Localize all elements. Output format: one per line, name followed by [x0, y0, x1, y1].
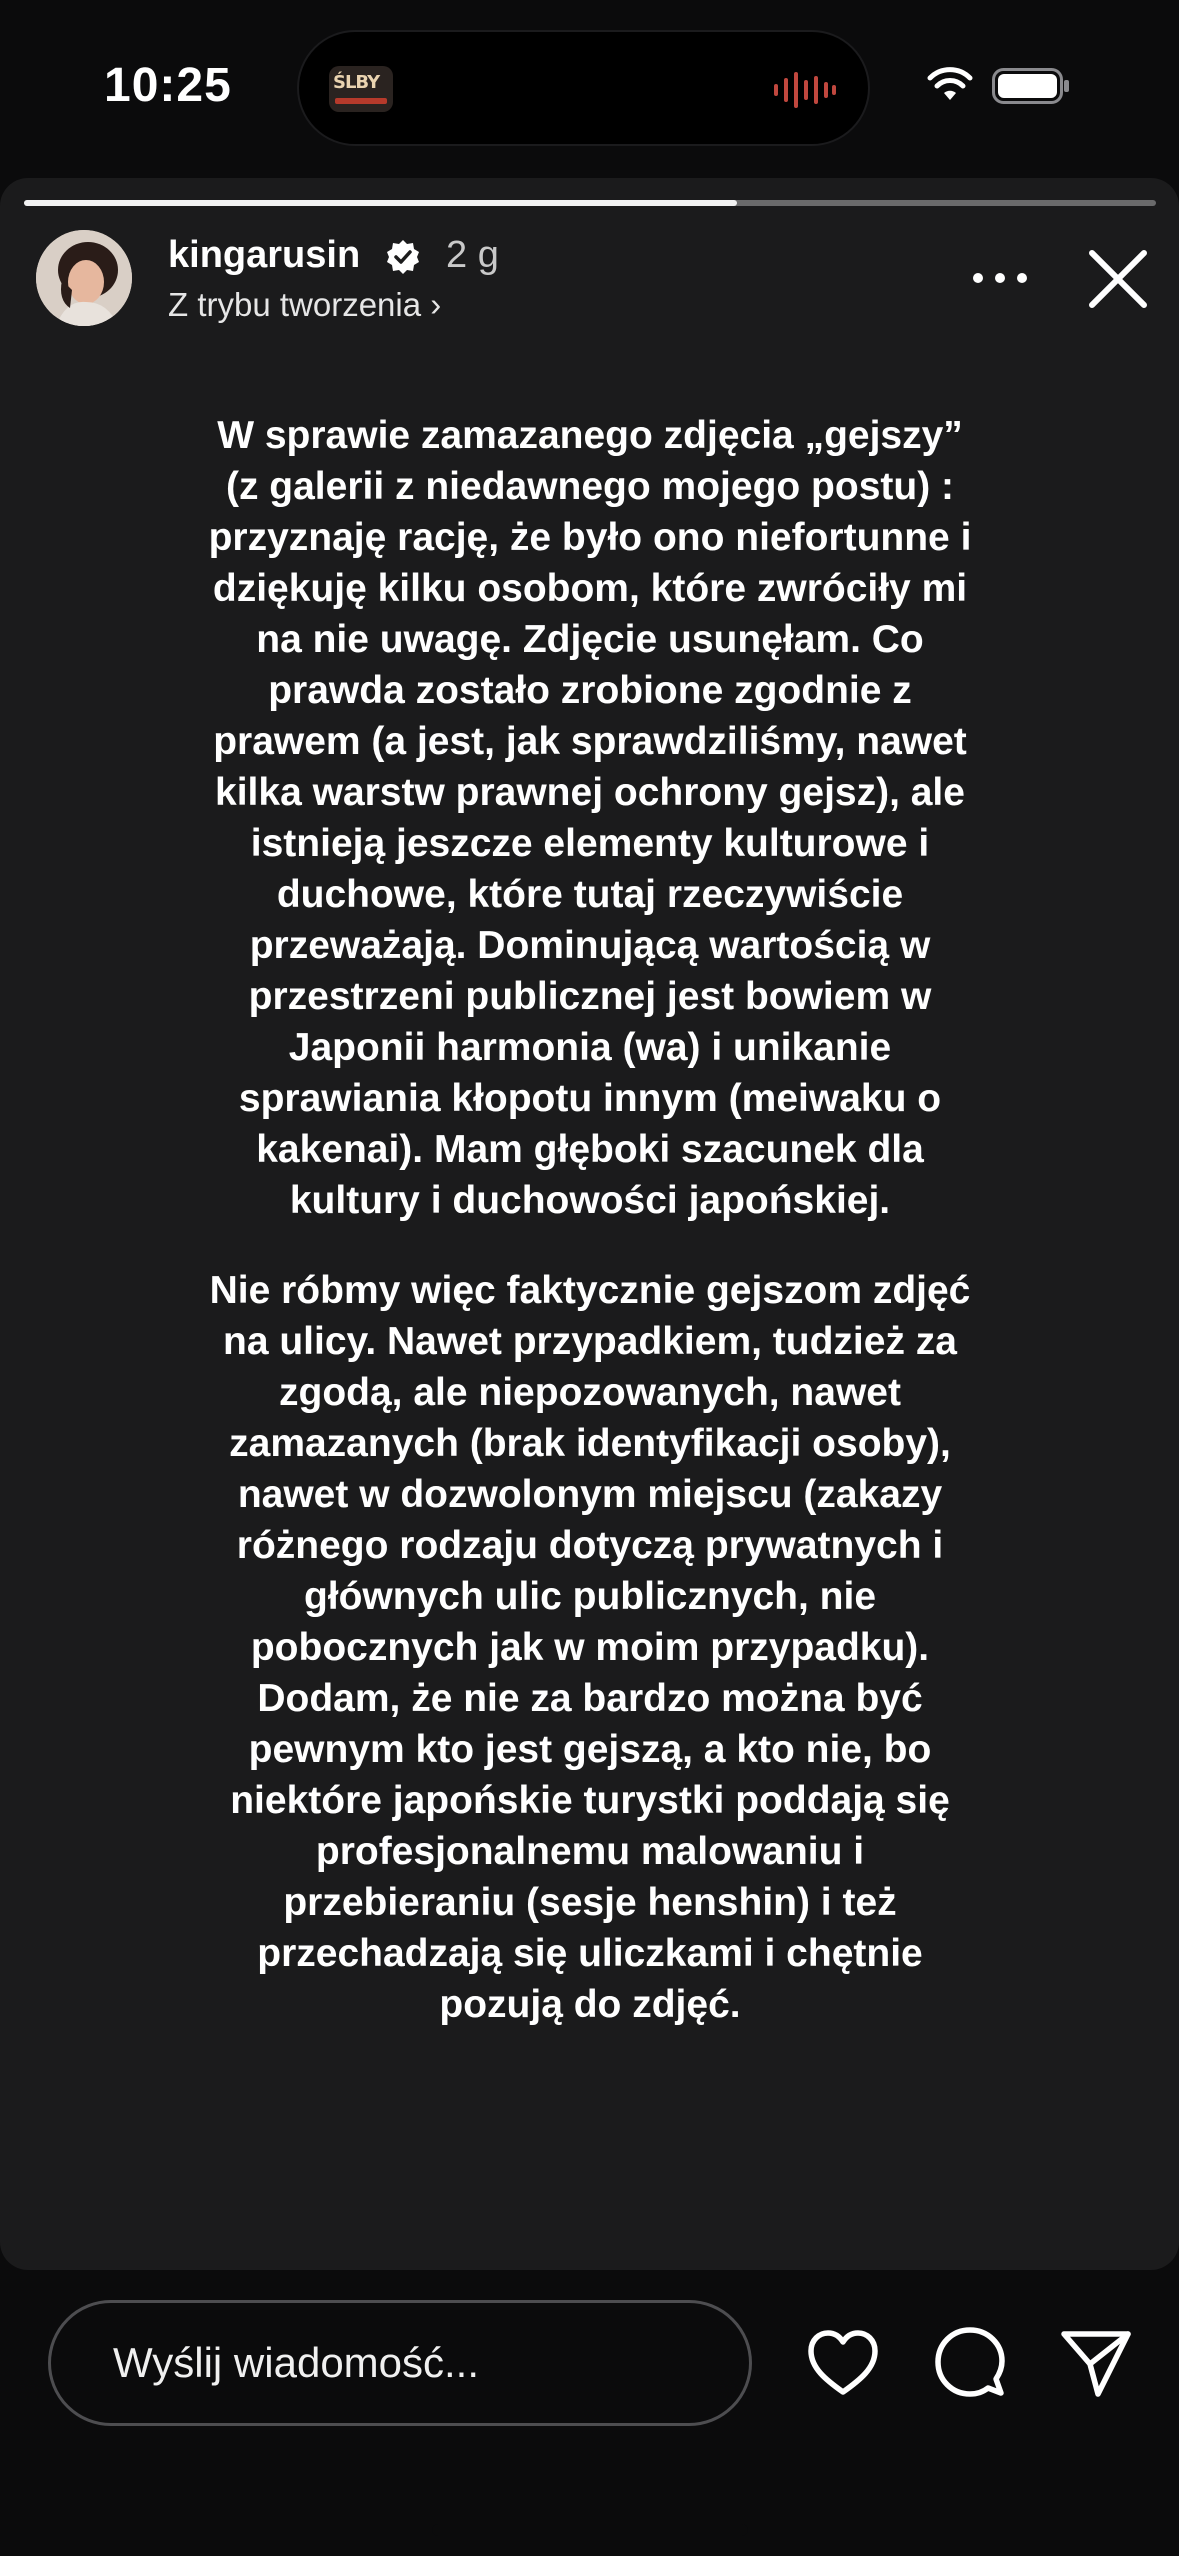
island-app-icon: ŚLBY: [329, 66, 393, 112]
avatar[interactable]: [36, 230, 132, 326]
avatar-image: [36, 230, 132, 326]
status-bar: [0, 0, 1179, 170]
story-viewer[interactable]: [0, 178, 1179, 2270]
home-indicator: [432, 2524, 748, 2536]
story-text-paragraph-1: W sprawie zamazanego zdjęcia „gejszy” (z galerii z niedawnego mojego postu) : przyznaję rację, że było ono niefortunne i dziękuję kilku osobom, które zwróciły mi na nie uwagę. Zdjęcie usunęłam. Co prawda zostało zrobione zgodnie z prawem (a jest, jak sprawdziliśmy, nawet kilka warstw prawnej ochrony gejsz), ale istnieją jeszcze elementy kulturowe i duchowe, które tutaj rzeczywiście przeważają. Dominującą wartością w przestrzeni publicznej jest bowiem w Japonii harmonia (wa) i unikanie sprawiania kłopotu innym (meiwaku o kakenai). Mam głęboki szacunek dla kultury i duchowości japońskiej.: [208, 414, 972, 1222]
verified-badge-icon: [385, 239, 421, 275]
story-progress-fill: [24, 200, 737, 206]
close-icon[interactable]: [1086, 247, 1150, 311]
heart-icon[interactable]: [806, 2328, 880, 2398]
story-username[interactable]: kingarusin: [168, 234, 361, 276]
audio-wave-icon: [772, 68, 838, 112]
story-time-ago: 2 g: [446, 234, 499, 276]
status-time: 10:25: [104, 59, 232, 112]
message-input[interactable]: [48, 2300, 752, 2426]
wifi-icon: [927, 66, 973, 102]
battery-icon: [992, 68, 1070, 104]
send-icon[interactable]: [1060, 2328, 1132, 2398]
dynamic-island[interactable]: [297, 30, 870, 146]
more-horizontal-icon[interactable]: [970, 268, 1030, 288]
story-text-paragraph-2: Nie róbmy więc faktycznie gejszom zdjęć na ulicy. Nawet przypadkiem, tudzież za zgodą, ale niepozowanych, nawet zamazanych (brak identyfikacji osoby), nawet w dozwolonym miejscu (zakazy różnego rodzaju dotyczą prywatnych i głównych ulic publicznych, nie pobocznych jak w moim przypadku). Dodam, że nie za bardzo można być pewnym kto jest gejszą, a kto nie, bo niektóre japońskie turystki poddają się profesjonalnemu malowaniu i przebieraniu (sesje henshin) i też przechadzają się uliczkami i chętnie pozują do zdjęć.: [209, 1269, 971, 2026]
story-progress-bar: [24, 200, 1156, 206]
comment-icon[interactable]: [935, 2327, 1005, 2397]
story-source-link[interactable]: Z trybu tworzenia ›: [168, 286, 442, 323]
